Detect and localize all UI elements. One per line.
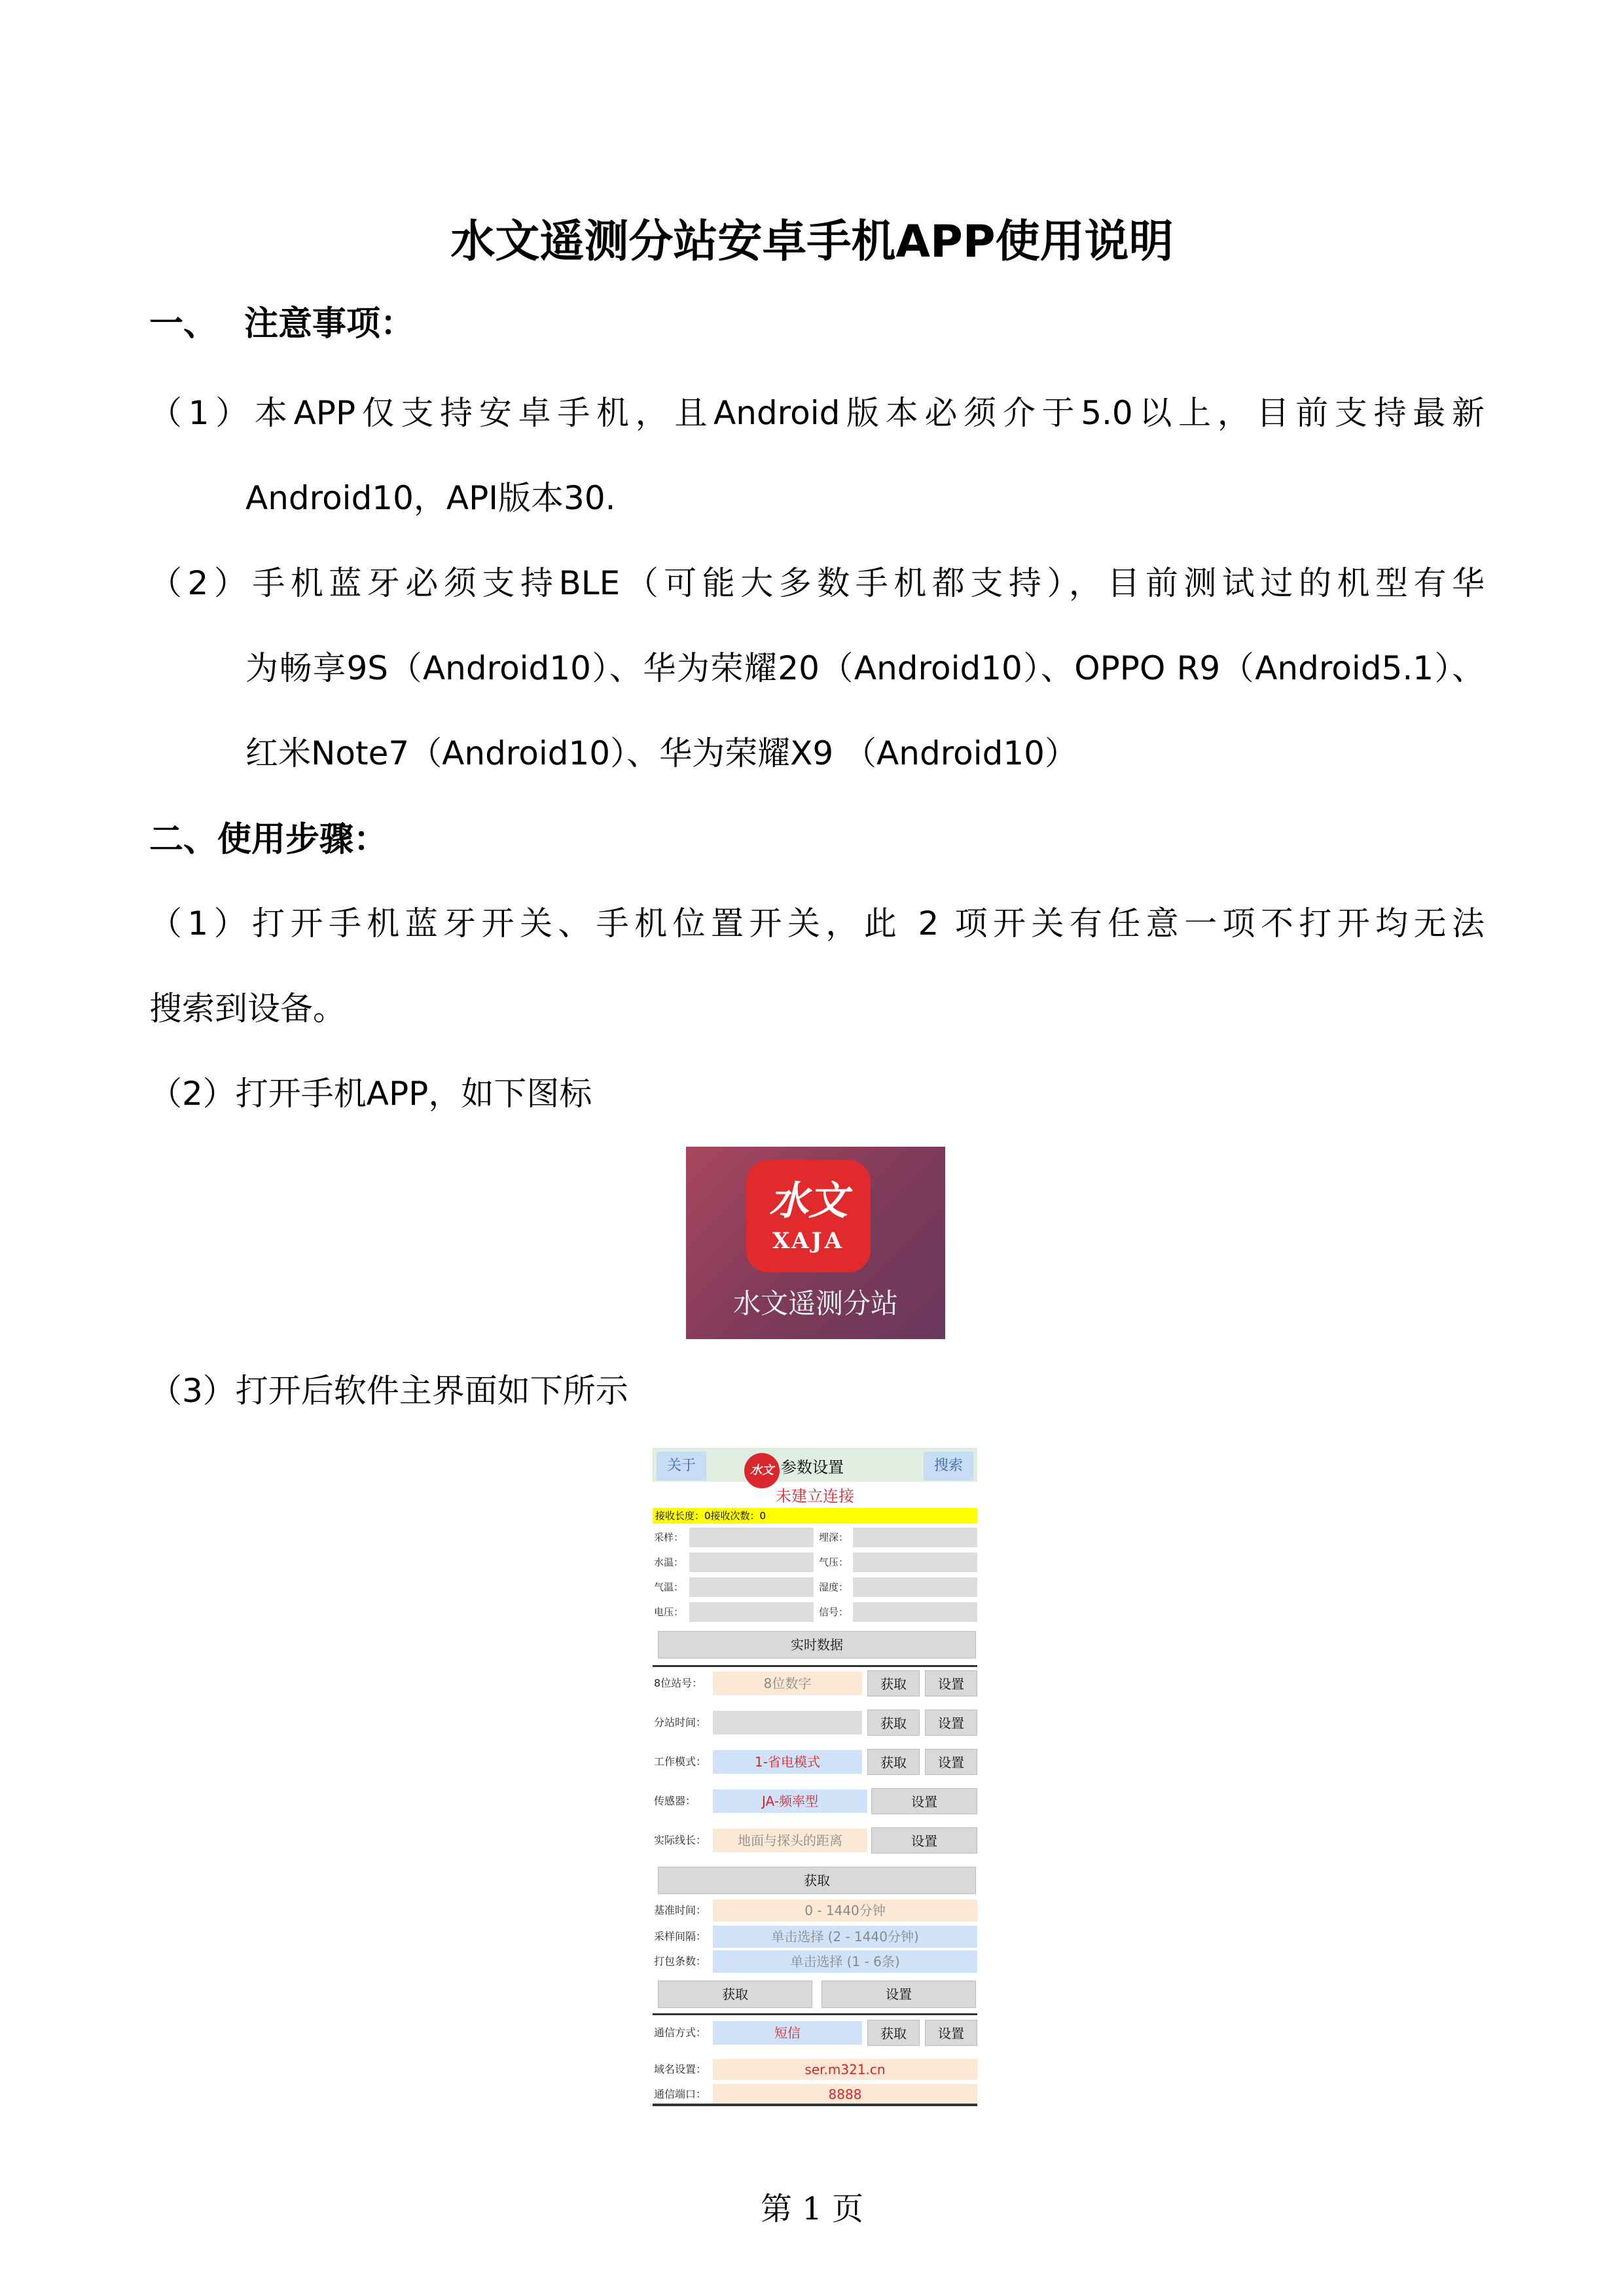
sample-label: 采样：	[654, 1532, 684, 1543]
note-2-line-1: （2）手机蓝牙必须支持BLE（可能大多数手机都支持），目前测试过的机型有华	[149, 564, 1485, 602]
app-icon-caption: 水文遥测分站	[732, 1287, 898, 1319]
cable-length-input[interactable]: 地面与探头的距离	[713, 1829, 867, 1852]
signal-label: 信号：	[819, 1606, 849, 1618]
about-button[interactable]: 关于	[657, 1452, 706, 1480]
water-temp-label: 水温：	[654, 1556, 684, 1568]
port-label: 通信端口：	[654, 2088, 707, 2100]
screen-title: 参数设置	[781, 1458, 844, 1477]
pack-select[interactable]: 单击选择 (1 - 6条)	[713, 1950, 977, 1973]
mode-label: 工作模式：	[654, 1755, 707, 1768]
app-logo-tile	[746, 1160, 871, 1272]
air-temp-field	[689, 1577, 814, 1597]
station-set-button[interactable]: 设置	[925, 1670, 977, 1696]
comm-mode-label: 通信方式：	[654, 2026, 707, 2039]
app-icon-image	[686, 1147, 945, 1339]
realtime-data-button[interactable]: 实时数据	[658, 1631, 976, 1659]
cable-length-label: 实际线长：	[654, 1834, 707, 1846]
signal-field	[853, 1602, 977, 1622]
domain-input[interactable]: ser.m321.cn	[713, 2059, 977, 2080]
depth-label: 埋深：	[819, 1532, 849, 1543]
receive-info-bar: 接收长度：0接收次数：0	[653, 1508, 977, 1524]
step-2-text: （2）打开手机APP，如下图标	[149, 1075, 592, 1113]
cable-set-button[interactable]: 设置	[871, 1827, 977, 1854]
section-1-title: 注意事项：	[244, 304, 415, 344]
step-1-line-1: （1）打开手机蓝牙开关、手机位置开关，此 2 项开关有任意一项不打开均无法	[149, 905, 1485, 942]
port-input[interactable]: 8888	[713, 2084, 977, 2105]
time-set-button[interactable]: 设置	[925, 1710, 977, 1736]
bottom-divider	[653, 2104, 977, 2106]
connection-status: 未建立连接	[776, 1487, 854, 1505]
base-time-label: 基准时间：	[654, 1904, 707, 1916]
section-1-number: 一、	[149, 304, 218, 344]
app-screenshot	[651, 1445, 979, 2108]
note-2-line-2: 为畅享9S（Android10）、华为荣耀20（Android10）、OPPO R9（Android5.1）、	[245, 649, 1485, 687]
comm-mode-select[interactable]: 短信	[713, 2021, 862, 2045]
app-logo-icon: 水文	[744, 1453, 780, 1488]
time-get-button[interactable]: 获取	[867, 1710, 920, 1736]
schedule-get-button[interactable]: 获取	[658, 1981, 812, 2008]
app-logo-main-text: 水文	[769, 1178, 848, 1224]
note-1-line-2: Android10，API版本30.	[245, 479, 616, 517]
document-title: 水文遥测分站安卓手机APP使用说明	[450, 216, 1174, 268]
interval-label: 采样间隔：	[654, 1930, 707, 1943]
search-button[interactable]: 搜索	[924, 1452, 973, 1480]
domain-label: 域名设置：	[654, 2063, 707, 2075]
page-number: 第 1 页	[760, 2191, 864, 2227]
base-time-input[interactable]: 0 - 1440分钟	[713, 1899, 977, 1922]
depth-field	[853, 1528, 977, 1547]
voltage-label: 电压：	[654, 1606, 684, 1618]
time-field	[713, 1711, 862, 1734]
station-label: 8位站号：	[654, 1677, 703, 1689]
schedule-set-button[interactable]: 设置	[821, 1981, 976, 2008]
sensor-type-select[interactable]: JA-频率型	[713, 1789, 867, 1813]
note-2-line-3: 红米Note7（Android10）、华为荣耀X9 （Android10）	[245, 734, 1077, 772]
station-input[interactable]: 8位数字	[713, 1672, 862, 1695]
sample-field	[689, 1528, 814, 1547]
get-all-button[interactable]: 获取	[658, 1867, 976, 1894]
comm-get-button[interactable]: 获取	[867, 2020, 920, 2046]
step-3-text: （3）打开后软件主界面如下所示	[149, 1372, 628, 1410]
water-temp-field	[689, 1552, 814, 1572]
comm-set-button[interactable]: 设置	[925, 2020, 977, 2046]
interval-select[interactable]: 单击选择 (2 - 1440分钟)	[713, 1926, 977, 1948]
divider	[653, 1665, 977, 1667]
humidity-label: 湿度：	[819, 1581, 849, 1593]
humidity-field	[853, 1577, 977, 1597]
air-temp-label: 气温：	[654, 1581, 684, 1593]
station-get-button[interactable]: 获取	[867, 1670, 920, 1696]
time-label: 分站时间：	[654, 1716, 707, 1729]
voltage-field	[689, 1602, 814, 1622]
note-1-line-1: （1）本APP仅支持安卓手机，且Android版本必须介于5.0以上，目前支持最新	[149, 394, 1485, 432]
pressure-field	[853, 1552, 977, 1572]
sensor-type-label: 传感器：	[654, 1795, 696, 1807]
pressure-label: 气压：	[819, 1556, 849, 1568]
step-1-line-2: 搜索到设备。	[149, 990, 346, 1028]
app-logo-sub-text: XAJA	[772, 1228, 844, 1254]
pack-label: 打包条数：	[654, 1955, 707, 1967]
section-2-heading: 二、使用步骤：	[149, 820, 388, 859]
section-1-heading	[149, 301, 414, 347]
divider	[653, 2013, 977, 2015]
sensor-set-button[interactable]: 设置	[871, 1788, 977, 1814]
mode-select[interactable]: 1-省电模式	[713, 1750, 862, 1774]
mode-get-button[interactable]: 获取	[867, 1749, 920, 1775]
mode-set-button[interactable]: 设置	[925, 1749, 977, 1775]
